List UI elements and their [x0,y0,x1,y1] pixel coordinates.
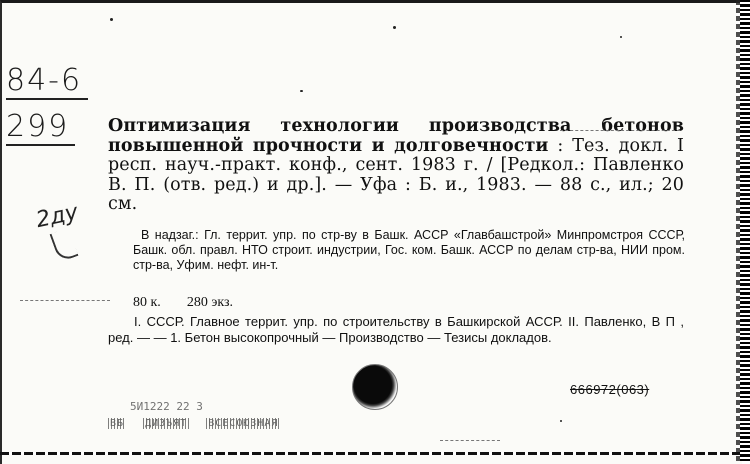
stamp-3: ВСЕСОЮЗНАЯ [208,418,279,429]
publication-details: : Тез. докл. I респ. науч.-практ. конф., сент. 1983 г. / [Редкол.: Павленко В. П. (отв. ред.) и др.]. — Уфа : Б. и., 1983. — 88 с., ил.; 20 см. [108,135,684,214]
handwritten-note: 2ду [33,199,81,234]
scan-speck [560,420,562,422]
card-code: 5И1222 22 3 [130,400,203,413]
tracings: I. СССР. Главное террит. упр. по строительству в Башкирской АССР. II. Павленко, В П , ред. — — 1. Бетон высокопрочный — Производство — Тезисы докладов. [108,314,684,345]
book-title: Оптимизация технологии производства бетонов повышенной прочности и долговечности [108,116,684,156]
price-line [133,295,233,311]
scan-speck [300,90,303,92]
card-punch-hole [352,364,398,410]
scan-speck [620,36,622,38]
print-run: 280 экз. [186,295,233,310]
scan-artifact-line [560,130,680,131]
note-line: В надзаг.: Гл. террит. упр. по стр-ву в Башк. АССР «Главбашстрой» Минпромстроя СССР, Башк. обл. правл. НТО строит. индустрии, Гос. ком. Башк. АССР по делам стр-ва, НИИ пром. стр-ва, Уфим. нефт. ин-т. [133,228,685,272]
stamp-row [108,418,290,429]
scan-artifact-line [440,440,500,441]
bottom-rule [0,452,740,455]
stamp-1: ВБ [110,418,125,429]
scan-speck [393,26,396,29]
scan-artifact-line [20,300,110,301]
notes-block [133,228,685,273]
stamp-2: ДИЗЪЯТ [145,418,188,429]
price: 80 к. [133,295,161,310]
accession-number: 666972(063) [570,382,650,397]
shelf-mark-line2: 299 [6,110,75,146]
scan-edge [740,0,750,461]
scan-speck [110,18,113,21]
bibliographic-description [108,117,684,215]
shelf-mark-line1: 84-6 [6,64,88,100]
